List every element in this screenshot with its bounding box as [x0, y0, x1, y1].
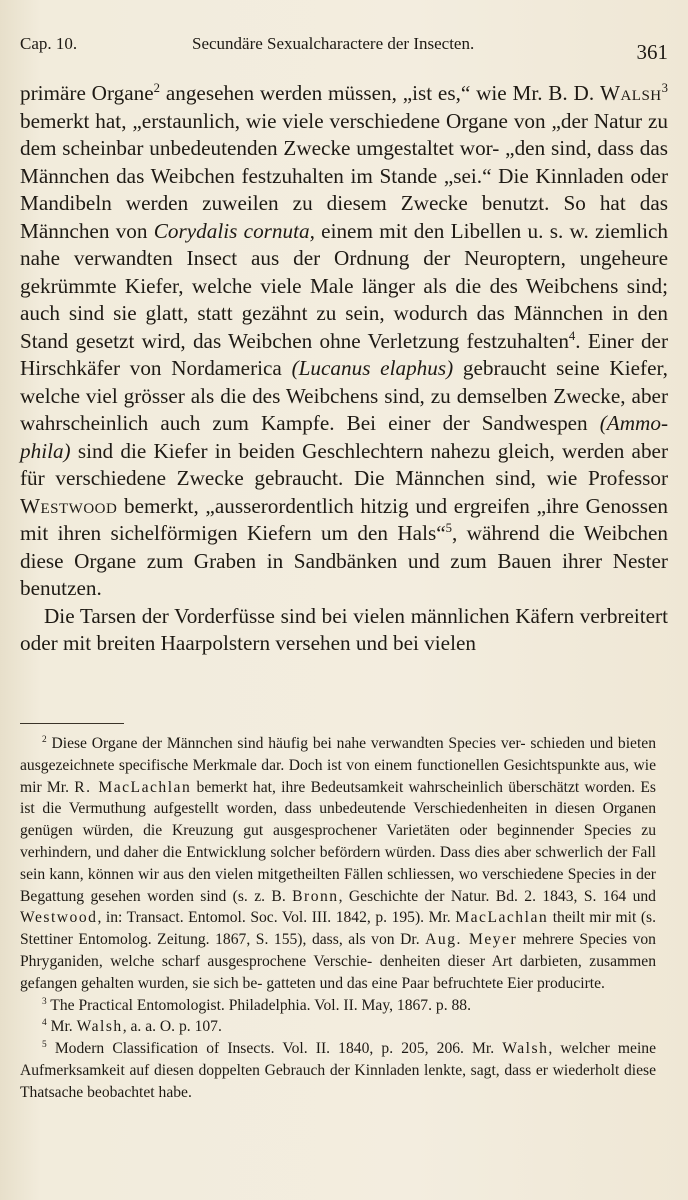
footnote-number: 4: [42, 1018, 47, 1029]
author-bronn: Bronn: [292, 887, 339, 905]
footnote-3: [20, 995, 656, 1017]
footnote-ref-2: 2: [153, 80, 161, 95]
text-run: sind die Kiefer in beiden Geschlechtern nahezu gleich, werden aber für verschiedene Zwecke gebraucht. Die Männchen sind, wie Professor: [20, 438, 668, 490]
text-run: Diese Organe der Männchen sind häufig bei nahe verwandten Species ver- schieden und bieten ausgezeichnete specifische Merkmale dar. Doch ist von einem functionellen Gesichtspunkte aus, wie mir Mr.: [20, 735, 656, 796]
author-maclachlan: R. MacLachlan: [74, 778, 192, 796]
footnotes: [20, 733, 656, 1104]
footnote-number: 2: [42, 734, 47, 745]
main-text: [20, 80, 668, 658]
text-run: bemerkt, „ausserordentlich hitzig und ergreifen „ihre Genossen mit ihren sichelförmigen Kiefern um den Hals“: [20, 493, 668, 545]
footnote-ref-5: 5: [445, 520, 452, 535]
author-meyer: Aug. Meyer: [425, 931, 518, 949]
author-walsh: Walsh: [76, 1018, 123, 1036]
text-run: , während die Weibchen diese Organe zum Graben in Sandbänken und zum Bauen ihrer Nester benutzen.: [20, 521, 668, 600]
genus-ammophila: (Ammo- phila): [20, 411, 668, 463]
footnote-number: 3: [42, 996, 47, 1007]
text-run: theilt mir mit (s. Stettiner Entomolog. Zeitung. 1867, S. 155), dass, als von Dr.: [20, 909, 656, 949]
text-run: bemerkt hat, ihre Bedeutsamkeit wahrscheinlich überschätzt worden. Es ist die Vermuthung aufgestellt worden, dass unbedeutende Verschiedenheiten in diesen Organen genügen würden, die Kreuzung gut ausgesprochener Varietäten oder beginnender Species zu verhindern, und daher die Entwicklung solcher befördern würden. Dass dies aber schwerlich der Fall sein kann, können wir aus den vielen mitgetheilten Fällen schliessen, wo verschiedene Species in der Begattung gesehen worden sind (s. z. B.: [20, 778, 656, 905]
footnote-number: 5: [42, 1039, 47, 1050]
footnote-5: [20, 1038, 656, 1103]
footnote-rule: [20, 723, 124, 724]
text-run: Modern Classification of Insects. Vol. II. 1840, p. 205, 206. Mr.: [46, 1040, 503, 1058]
text-run: The Practical Entomologist. Philadelphia. Vol. II. May, 1867. p. 88.: [46, 996, 471, 1014]
running-header: [20, 34, 668, 68]
text-run: , a. a. O. p. 107.: [122, 1018, 222, 1036]
text-run: , Geschichte der Natur. Bd. 2. 1843, S. 164 und: [338, 887, 656, 905]
author-walsh: Walsh: [599, 81, 662, 105]
footnote-ref-3: 3: [661, 80, 668, 95]
page-number: 361: [636, 40, 668, 64]
text-run: mehrere Species von Phryganiden, welche scharf ausgesprochene Verschie- denheiten dieser Art darbieten, zusammen gefangen gehalten wurden, sie sich be- gatteten und das eine Paar befruchtete Eier producirte.: [20, 931, 656, 992]
text-run: angesehen werden müssen, „ist es,“ wie Mr. B. D.: [160, 81, 600, 105]
running-title: Secundäre Sexualcharactere der Insecten.: [192, 34, 475, 53]
text-run: einem mit den Libellen u. s. w. ziemlich nahe verwandten Insect aus der Ordnung der Neuroptern, ungeheure gekrümmte Kiefer, welche viele Male länger als die des Weibchens sind; auch sind sie glatt, statt gezähnt zu sein, wodurch das Männchen in den Stand gesetzt wird, das Weibchen ohne Verletzung festzuhalten: [20, 218, 668, 353]
footnote-4: [20, 1016, 656, 1038]
footnote-ref-4: 4: [568, 328, 576, 343]
author-walsh: Walsh: [502, 1040, 549, 1058]
text-run: gebraucht seine Kiefer, welche viel grösser als die des Weibchens sind, zu demselben Zwecke, aber wahrscheinlich auch zum Kampfe. Bei einer der Sandwespen: [20, 356, 668, 435]
text-run: primäre Organe: [20, 81, 154, 105]
species-lucanus: (Lucanus elaphus): [291, 356, 454, 380]
text-run: , welcher meine Aufmerksamkeit auf diesen doppelten Gebrauch der Kinnladen lenkte, sagt, dass er wiederholt diese Thatsache beobachtet habe.: [20, 1040, 656, 1101]
author-westwood: Westwood: [20, 909, 98, 927]
text-run: bemerkt hat, „erstaunlich, wie viele verschiedene Organe von „der Natur zu dem scheinbar unbedeutenden Zwecke umgestaltet wor- „den sind, dass das Männchen das Weibchen festzuhalten im Stande „sei.“ Die Kinnladen oder Mandibeln werden zuweilen zu diesem Zwecke benutzt. So hat das Männchen von: [20, 108, 668, 243]
author-maclachlan: MacLachlan: [455, 909, 549, 927]
paragraph-2: Die Tarsen der Vorderfüsse sind bei vielen männlichen Käfern verbreitert oder mit breiten Haarpolstern versehen und bei vielen: [20, 603, 668, 655]
text-run: , in: Transact. Entomol. Soc. Vol. III. 1842, p. 195). Mr.: [97, 909, 456, 927]
text-run: . Einer der Hirschkäfer von Nordamerica: [20, 328, 669, 380]
author-westwood: Westwood: [20, 493, 118, 518]
species-corydalis: Corydalis cornuta,: [153, 218, 315, 243]
paragraph-1: [20, 80, 668, 603]
chapter-label: Cap. 10.: [20, 34, 78, 53]
footnote-2: [20, 733, 656, 995]
text-run: Mr.: [46, 1018, 77, 1036]
